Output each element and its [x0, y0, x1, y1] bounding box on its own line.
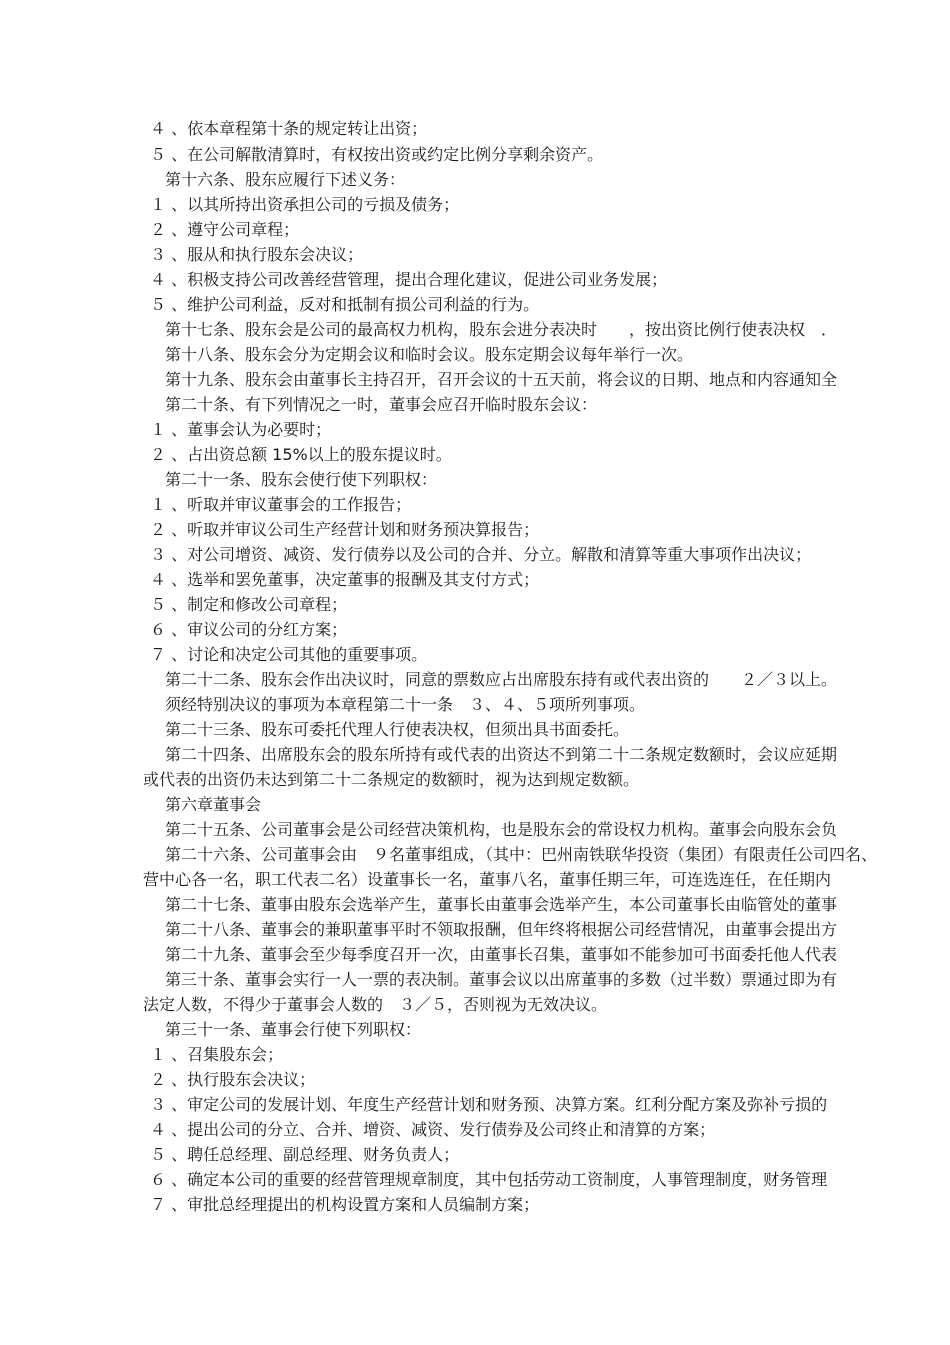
text-line: ２ 、占出资总额 15%以上的股东提议时。	[150, 445, 452, 464]
text-line: 第三十条、董事会实行一人一票的表决制。董事会议以出席董事的多数（过半数）票通过即为有	[165, 970, 838, 989]
text-line: １ 、以其所持出资承担公司的亏损及债务；	[150, 195, 460, 214]
text-line: 第二十六条、公司董事会由 ９名董事组成，（其中：巴州南铁联华投资（集团）有限责任公司四名、	[165, 845, 878, 864]
text-line: ２ 、遵守公司章程；	[150, 220, 300, 239]
text-line: 第二十八条、董事会的兼职董事平时不领取报酬，但年终将根据公司经营情况，由董事会提出方	[165, 920, 838, 939]
text-line: １ 、董事会认为必要时；	[150, 420, 332, 439]
text-line: １ 、听取并审议董事会的工作报告；	[150, 495, 412, 514]
text-line: 营中心各一名，职工代表二名）设董事长一名，董事八名，董事任期三年，可连选连任，在任期内	[143, 870, 832, 889]
text-line: 第二十条、有下列情况之一时，董事会应召开临时股东会议：	[165, 395, 598, 414]
text-line: 第二十一条、股东会使行使下列职权：	[165, 470, 438, 489]
text-line: ７ 、审批总经理提出的机构设置方案和人员编制方案；	[150, 1195, 540, 1214]
text-line: ２ 、执行股东会决议；	[150, 1070, 316, 1089]
text-line: 须经特别决议的事项为本章程第二十一条 ３、４、５项所列事项。	[165, 695, 646, 714]
text-line: ４ 、积极支持公司改善经营管理，提出合理化建议，促进公司业务发展；	[150, 270, 668, 289]
text-line: 第十八条、股东会分为定期会议和临时会议。股东定期会议每年举行一次。	[165, 345, 694, 364]
text-line: ４ 、选举和罢免董事，决定董事的报酬及其支付方式；	[150, 570, 540, 589]
text-line: ５ 、在公司解散清算时，有权按出资或约定比例分享剩余资产。	[150, 145, 604, 164]
text-line: ４ 、提出公司的分立、合并、增资、减资、发行债券及公司终止和清算的方案；	[150, 1120, 716, 1139]
text-line: ７ 、讨论和决定公司其他的重要事项。	[150, 645, 428, 664]
text-line: ３ 、对公司增资、减资、发行债券以及公司的合并、分立。解散和清算等重大事项作出决议；	[150, 545, 812, 564]
text-line: １ 、召集股东会；	[150, 1045, 284, 1064]
text-line: 法定人数，不得少于董事会人数的 ３／５，否则视为无效决议。	[143, 995, 608, 1014]
text-line: 或代表的出资仍未达到第二十二条规定的数额时，视为达到规定数额。	[143, 770, 640, 789]
text-line: ３ 、服从和执行股东会决议；	[150, 245, 364, 264]
text-line: ２ 、听取并审议公司生产经营计划和财务预决算报告；	[150, 520, 540, 539]
text-line: 第二十四条、出席股东会的股东所持有或代表的出资达不到第二十二条规定数额时，会议应延期	[165, 745, 838, 764]
text-line: 第二十三条、股东可委托代理人行使表决权，但须出具书面委托。	[165, 720, 630, 739]
text-line: 第三十一条、董事会行使下列职权：	[165, 1020, 422, 1039]
text-line: ３ 、审定公司的发展计划、年度生产经营计划和财务预、决算方案。红利分配方案及弥补亏损的	[150, 1095, 828, 1114]
text-line: ４ 、依本章程第十条的规定转让出资；	[150, 119, 428, 138]
chapter-heading: 第六章董事会	[165, 795, 262, 814]
text-line: ５ 、聘任总经理、副总经理、财务负责人；	[150, 1145, 460, 1164]
text-line: ５ 、维护公司利益，反对和抵制有损公司利益的行为。	[150, 295, 540, 314]
text-line: 第十六条、股东应履行下述义务：	[165, 170, 406, 189]
text-line: 第二十五条、公司董事会是公司经营决策机构，也是股东会的常设权力机构。董事会向股东会负	[165, 820, 838, 839]
text-line: ６ 、确定本公司的重要的经营管理规章制度，其中包括劳动工资制度，人事管理制度，财务管理	[150, 1170, 828, 1189]
text-line: 第十七条、股东会是公司的最高权力机构，股东会进分表决时 ，按出资比例行使表决权 ．	[165, 320, 838, 339]
text-line: 第二十二条、股东会作出决议时，同意的票数应占出席股东持有或代表出资的 ２／３以上。	[165, 670, 838, 689]
text-line: 第二十七条、董事由股东会选举产生，董事长由董事会选举产生，本公司董事长由临管处的董事	[165, 895, 838, 914]
text-line: ５ 、制定和修改公司章程；	[150, 595, 348, 614]
text-line: 第二十九条、董事会至少每季度召开一次，由董事长召集，董事如不能参加可书面委托他人代表	[165, 945, 838, 964]
text-line: 第十九条、股东会由董事长主持召开，召开会议的十五天前，将会议的日期、地点和内容通知全	[165, 370, 838, 389]
text-line: ６ 、审议公司的分红方案；	[150, 620, 348, 639]
